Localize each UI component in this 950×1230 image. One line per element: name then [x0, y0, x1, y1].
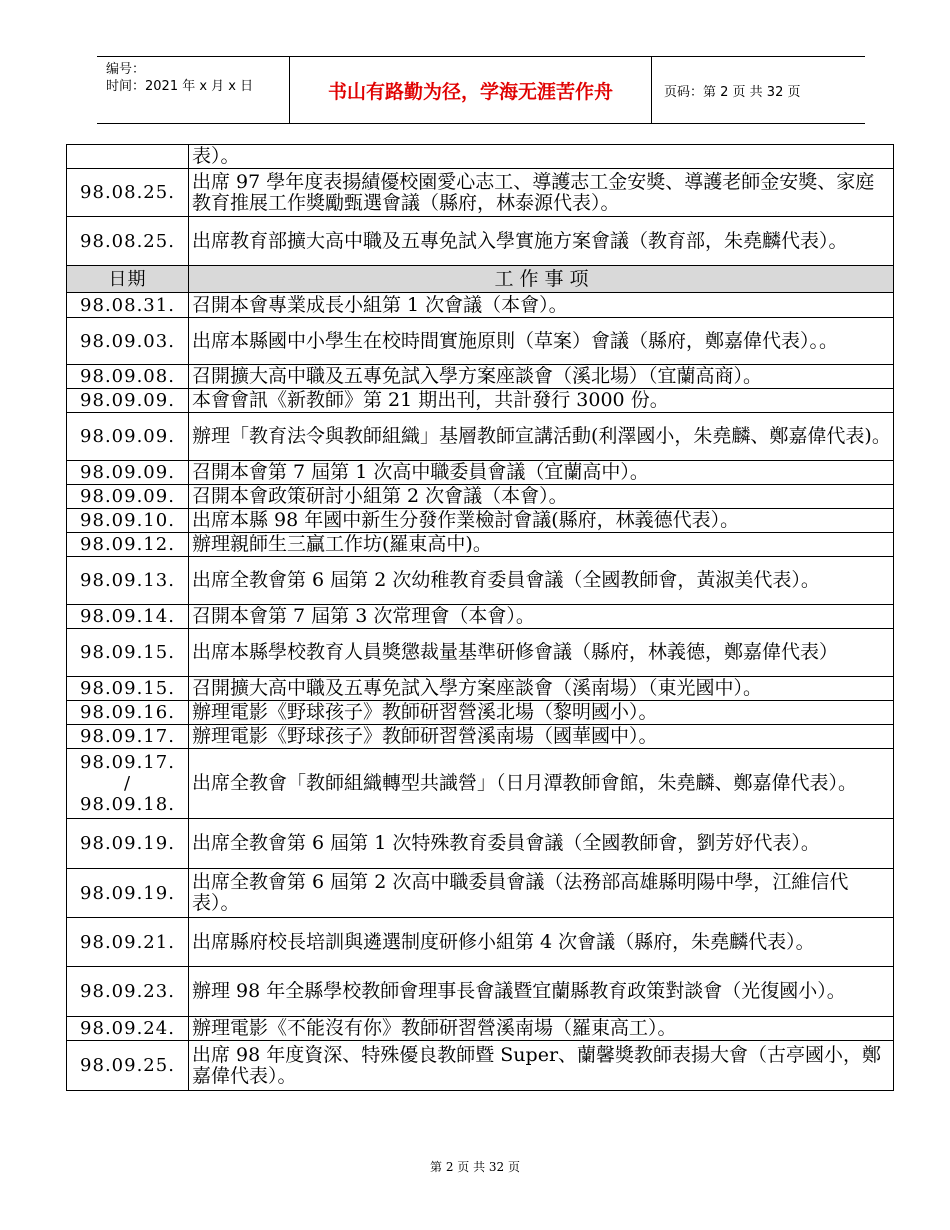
date-cell: 98.09.21.	[67, 918, 189, 967]
table-row	[67, 749, 894, 819]
table-row	[67, 413, 894, 461]
content-cell: 辦理 98 年全縣學校教師會理事長會議暨宜蘭縣教育政策對談會（光復國小）。	[189, 967, 894, 1017]
date-cell: 98.09.19.	[67, 819, 189, 869]
content-cell: 出席 97 學年度表揚績優校園愛心志工、導護志工金安獎、導護老師金安獎、家庭教育推展工作獎勵甄選會議（縣府，林泰源代表）。	[189, 169, 894, 217]
date-cell: 98.09.15.	[67, 629, 189, 677]
date-cell: 98.09.12.	[67, 533, 189, 557]
date-cell	[67, 145, 189, 169]
date-cell: 98.09.15.	[67, 677, 189, 701]
table-row	[67, 967, 894, 1017]
table-row	[67, 533, 894, 557]
date-cell: 98.09.09.	[67, 461, 189, 485]
content-cell: 辦理電影《野球孩子》教師研習營溪北場（黎明國小）。	[189, 701, 894, 725]
content-cell: 出席縣府校長培訓與遴選制度研修小組第 4 次會議（縣府，朱堯麟代表）。	[189, 918, 894, 967]
table-row	[67, 629, 894, 677]
table-row	[67, 293, 894, 318]
number-label: 编号：	[106, 62, 146, 77]
date-cell: 98.08.25.	[67, 217, 189, 266]
content-cell: 召開本會專業成長小組第 1 次會議（本會）。	[189, 293, 894, 318]
work-log-table	[66, 144, 894, 1091]
content-cell: 召開擴大高中職及五專免試入學方案座談會（溪南場）（東光國中）。	[189, 677, 894, 701]
table-row	[67, 869, 894, 918]
date-cell: 98.09.09.	[67, 389, 189, 413]
table-row	[67, 557, 894, 605]
table-row	[67, 701, 894, 725]
date-cell: 98.09.09.	[67, 413, 189, 461]
content-cell: 出席全教會第 6 屆第 2 次高中職委員會議（法務部高雄縣明陽中學，江維信代表）。	[189, 869, 894, 918]
date-cell: 98.09.17.	[67, 725, 189, 749]
table-row	[67, 918, 894, 967]
date-cell: 98.09.08.	[67, 365, 189, 389]
content-cell: 本會會訊《新教師》第 21 期出刊，共計發行 3000 份。	[189, 389, 894, 413]
content-cell: 出席全教會「教師組織轉型共識營」（日月潭教師會館，朱堯麟、鄭嘉偉代表）。	[189, 749, 894, 819]
date-cell: 98.09.24.	[67, 1017, 189, 1041]
date-cell: 98.08.25.	[67, 169, 189, 217]
content-cell: 辦理電影《野球孩子》教師研習營溪南場（國華國中）。	[189, 725, 894, 749]
table-row	[67, 318, 894, 365]
table-row	[67, 725, 894, 749]
date-cell: 98.09.14.	[67, 605, 189, 629]
date-cell: 98.09.03.	[67, 318, 189, 365]
content-cell: 出席本縣 98 年國中新生分發作業檢討會議(縣府，林義德代表）。	[189, 509, 894, 533]
header-meta	[97, 57, 290, 123]
table-row	[67, 485, 894, 509]
date-cell: 98.09.16.	[67, 701, 189, 725]
table-row	[67, 605, 894, 629]
table-row	[67, 461, 894, 485]
date-cell: 98.09.19.	[67, 869, 189, 918]
content-column-header: 工 作 事 项	[189, 266, 894, 293]
content-cell: 出席全教會第 6 屆第 2 次幼稚教育委員會議（全國教師會，黃淑美代表）。	[189, 557, 894, 605]
header-page-label: 页码：第 2 页 共 32 页	[664, 84, 801, 100]
date-column-header: 日期	[67, 266, 189, 293]
page-footer: 第 2 页 共 32 页	[430, 1160, 520, 1174]
page-header	[97, 56, 865, 124]
date-cell: 98.09.13.	[67, 557, 189, 605]
content-cell: 辦理「教育法令與教師組織」基層教師宣講活動(利澤國小，朱堯麟、鄭嘉偉代表)。	[189, 413, 894, 461]
table-row	[67, 389, 894, 413]
date-cell: 98.09.09.	[67, 485, 189, 509]
content-cell: 辦理電影《不能沒有你》教師研習營溪南場（羅東高工）。	[189, 1017, 894, 1041]
content-cell: 表）。	[189, 145, 894, 169]
date-cell: 98.09.23.	[67, 967, 189, 1017]
date-cell: 98.09.10.	[67, 509, 189, 533]
date-cell: 98.08.31.	[67, 293, 189, 318]
table-row	[67, 145, 894, 169]
table-row	[67, 1017, 894, 1041]
content-cell: 出席本縣國中小學生在校時間實施原則（草案）會議（縣府，鄭嘉偉代表）。。	[189, 318, 894, 365]
table-row	[67, 217, 894, 266]
content-cell: 召開本會第 7 屆第 3 次常理會（本會）。	[189, 605, 894, 629]
table-row	[67, 509, 894, 533]
table-header-row	[67, 266, 894, 293]
table-row	[67, 169, 894, 217]
content-cell: 召開擴大高中職及五專免試入學方案座談會（溪北場）（宜蘭高商）。	[189, 365, 894, 389]
time-label: 时间：2021 年 x 月 x 日	[106, 79, 254, 94]
table-row	[67, 365, 894, 389]
content-cell: 召開本會政策研討小組第 2 次會議（本會）。	[189, 485, 894, 509]
header-motto: 书山有路勤为径，学海无涯苦作舟	[290, 57, 652, 123]
content-cell: 出席 98 年度資深、特殊優良教師暨 Super、蘭馨獎教師表揚大會（古亭國小，鄭嘉偉代表）。	[189, 1041, 894, 1091]
date-cell: 98.09.25.	[67, 1041, 189, 1091]
content-cell: 出席本縣學校教育人員獎懲裁量基準研修會議（縣府，林義德，鄭嘉偉代表）	[189, 629, 894, 677]
content-cell: 辦理親師生三贏工作坊(羅東高中)。	[189, 533, 894, 557]
table-row	[67, 1041, 894, 1091]
content-cell: 出席教育部擴大高中職及五專免試入學實施方案會議（教育部，朱堯麟代表）。	[189, 217, 894, 266]
content-cell: 出席全教會第 6 屆第 1 次特殊教育委員會議（全國教師會，劉芳妤代表）。	[189, 819, 894, 869]
table-row	[67, 819, 894, 869]
content-cell: 召開本會第 7 屆第 1 次高中職委員會議（宜蘭高中）。	[189, 461, 894, 485]
date-cell: 98.09.17. / 98.09.18.	[67, 749, 189, 819]
table-row	[67, 677, 894, 701]
